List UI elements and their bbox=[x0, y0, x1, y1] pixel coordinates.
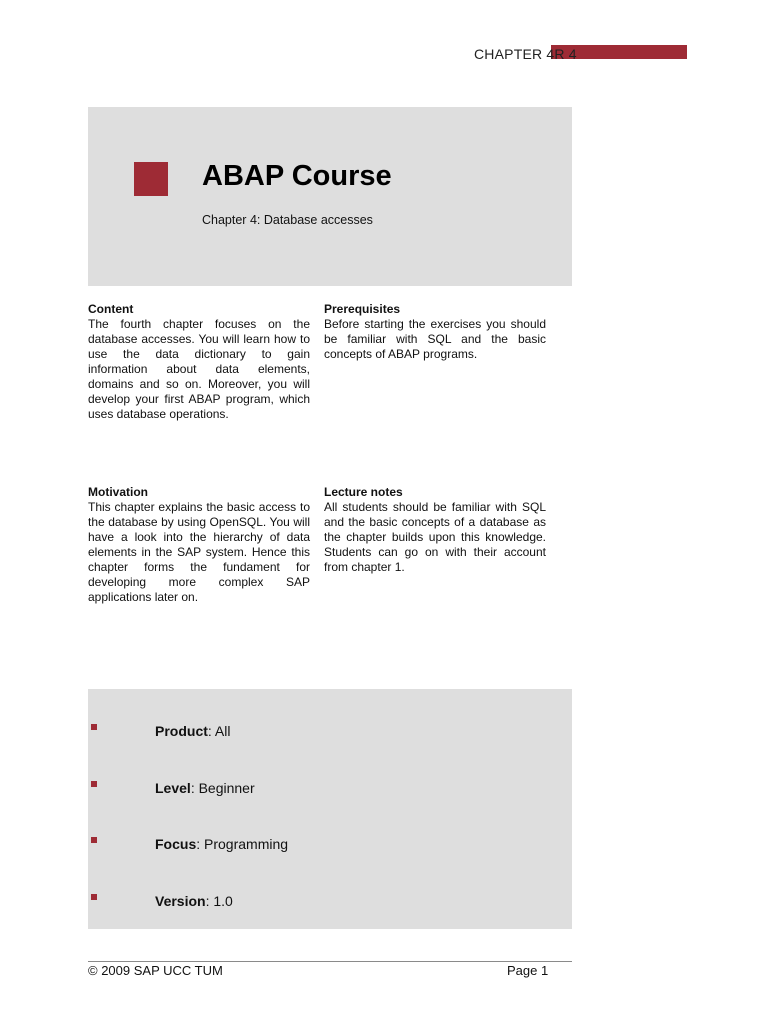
lecture-notes-heading: Lecture notes bbox=[324, 485, 403, 499]
content-body: The fourth chapter focuses on the database accesses. You will learn how to use the data dictionary to gain information about data elements, domains and so on. Moreover, you will develop your first ABAP program, which uses database operations. bbox=[88, 317, 310, 421]
content-section bbox=[88, 302, 310, 422]
square-bullet-icon bbox=[91, 894, 97, 900]
meta-text-level bbox=[155, 780, 255, 796]
motivation-heading: Motivation bbox=[88, 485, 148, 499]
title-panel bbox=[88, 107, 572, 286]
square-bullet-icon bbox=[91, 837, 97, 843]
meta-value-focus: : Programming bbox=[196, 836, 289, 852]
footer-page-number: Page 1 bbox=[507, 963, 549, 978]
content-heading: Content bbox=[88, 302, 134, 316]
square-bullet-icon bbox=[91, 724, 97, 730]
prerequisites-heading: Prerequisites bbox=[324, 302, 401, 316]
meta-label-version: Version bbox=[155, 893, 206, 909]
meta-label-product: Product bbox=[155, 723, 208, 739]
meta-text-version bbox=[155, 893, 233, 909]
page-title: ABAP Course bbox=[202, 160, 392, 192]
title-accent-square bbox=[134, 162, 168, 196]
meta-item-version bbox=[88, 890, 572, 910]
meta-text-product bbox=[155, 723, 230, 739]
meta-item-product bbox=[88, 720, 572, 740]
prerequisites-section bbox=[324, 302, 546, 362]
motivation-body: This chapter explains the basic access to the database by using OpenSQL. You will have a look into the hierarchy of data elements in the SAP system. Hence this chapter forms the fundament for developing more complex SAP applications later on. bbox=[88, 500, 310, 604]
lecture-notes-section bbox=[324, 485, 546, 575]
meta-value-level: : Beginner bbox=[190, 780, 255, 796]
meta-item-focus bbox=[88, 833, 572, 853]
lecture-notes-body: All students should be familiar with SQL and the basic concepts of a database as the chapter builds upon this knowledge. Students can go on with their account from chapter 1. bbox=[324, 500, 546, 574]
meta-label-focus: Focus bbox=[155, 836, 197, 852]
footer-copyright: © 2009 SAP UCC TUM bbox=[88, 963, 223, 978]
square-bullet-icon bbox=[91, 781, 97, 787]
meta-item-level bbox=[88, 777, 572, 797]
meta-value-version: : 1.0 bbox=[205, 893, 233, 909]
motivation-section bbox=[88, 485, 310, 605]
prerequisites-body: Before starting the exercises you should be familiar with SQL and the basic concepts of ABAP programs. bbox=[324, 317, 546, 361]
chapter-header-label: CHAPTER 4R 4 bbox=[474, 46, 577, 62]
meta-text-focus bbox=[155, 836, 288, 852]
meta-label-level: Level bbox=[155, 780, 191, 796]
footer-divider bbox=[88, 961, 572, 962]
page-subtitle: Chapter 4: Database accesses bbox=[202, 213, 373, 227]
meta-value-product: : All bbox=[207, 723, 231, 739]
course-meta-panel bbox=[88, 689, 572, 929]
